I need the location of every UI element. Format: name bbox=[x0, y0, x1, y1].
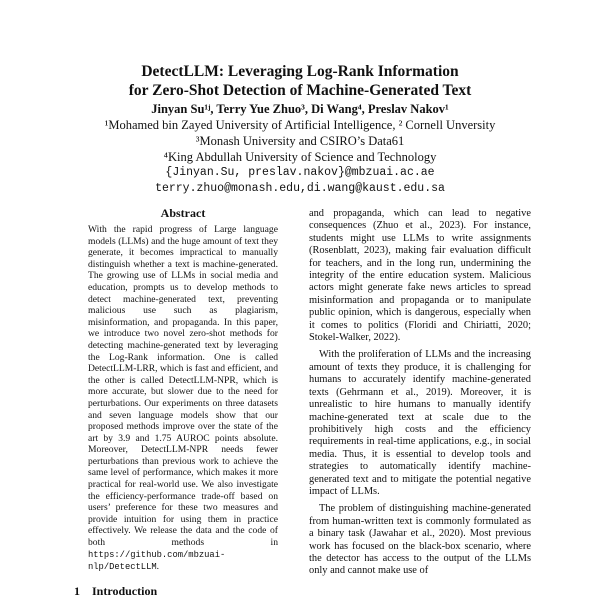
section-number: 1 bbox=[74, 584, 80, 598]
paragraph: and propaganda, which can lead to negative consequences (Zhuo et al., 2023). For instance, students might use LLMs to write assignments (Rosenblatt, 2023), making fair evaluation difficult for teachers, and in the long run, undermining the integrity of the entire education system. Malicious actors might generate fake news articles to spread misinformation and propaganda or to manipulate public opinion, which is dangerous, especially when it comes to politics (Floridi and Chiriatti, 2020; Stokel-Walker, 2022). bbox=[309, 208, 531, 344]
author-list: Jinyan Su¹ʲ, Terry Yue Zhuo³, Di Wang⁴, Preslav Nakov¹ bbox=[151, 102, 449, 116]
section-title: Introduction bbox=[92, 584, 158, 598]
email-line-2: terry.zhuo@monash.edu,di.wang@kaust.edu.sa bbox=[155, 182, 445, 195]
paragraph: With the proliferation of LLMs and the increasing amount of texts they produce, it is challenging for humans to accurately identify machine-generated texts (Gehrmann et al., 2019). Moreover, it is unrealistic to hire humans to manually identify machine-generated text at scale due to the prohibitively high costs and the efficiency requirements in real-time applications, e.g., in social media. Thus, it is essential to develop tools and strategies to automatically identify machine-generated text and to mitigate the potential negative impact of LLMs. bbox=[309, 349, 531, 497]
affiliation-1: ¹Mohamed bin Zayed University of Artificial Intelligence, ² Cornell Unversity bbox=[104, 118, 496, 132]
abstract-body bbox=[88, 224, 278, 574]
abstract-heading: Abstract bbox=[160, 206, 206, 220]
affiliation-3: ⁴King Abdullah University of Science and Technology bbox=[163, 150, 437, 164]
body-right-column bbox=[309, 208, 531, 578]
abstract-end: . bbox=[156, 561, 160, 573]
code-link[interactable]: https://github.com/mbzuai-nlp/DetectLLM bbox=[88, 549, 226, 573]
title-line-2: for Zero-Shot Detection of Machine-Generated Text bbox=[128, 82, 472, 99]
paragraph: The problem of distinguishing machine-generated from human-written text is commonly formulated as a binary task (Jawahar et al., 2020). Most previous work has focused on the black-box scenario, where the detector has access to the output of the LLMs only and cannot make use of bbox=[309, 503, 531, 577]
title-line-1: DetectLLM: Leveraging Log-Rank Information bbox=[141, 63, 459, 80]
abstract-text: With the rapid progress of Large language models (LLMs) and the huge amount of text they generate, it becomes impractical to manually distinguish whether a text is machine-generated. The growing use of LLMs in social media and education, prompts us to develop methods to detect machine-generated text, preventing malicious use such as plagiarism, misinformation, and propaganda. In this paper, we introduce two novel zero-shot methods for detecting machine-generated text by leveraging the Log-Rank information. One is called DetectLLM-LRR, which is fast and efficient, and the other is called DetectLLM-NPR, which is more accurate, but slower due to the need for perturbations. Our experiments on three datasets and seven language models show that our proposed methods improve over the state of the art by 3.9 and 1.75 AUROC points absolute. Moreover, DetectLLM-NPR needs fewer perturbations than previous work to achieve the same level of performance, which makes it more practical for real-world use. We also investigate the efficiency-performance trade-off based on users’ preference for these two measures and provide intuition for using them in practice effectively. We release the data and the code of both methods in bbox=[88, 224, 278, 549]
section-heading-introduction bbox=[74, 584, 157, 599]
affiliation-2: ³Monash University and CSIRO’s Data61 bbox=[195, 134, 405, 148]
paper-title bbox=[0, 62, 600, 100]
email-line-1: {Jinyan.Su, preslav.nakov}@mbzuai.ac.ae bbox=[165, 166, 435, 179]
